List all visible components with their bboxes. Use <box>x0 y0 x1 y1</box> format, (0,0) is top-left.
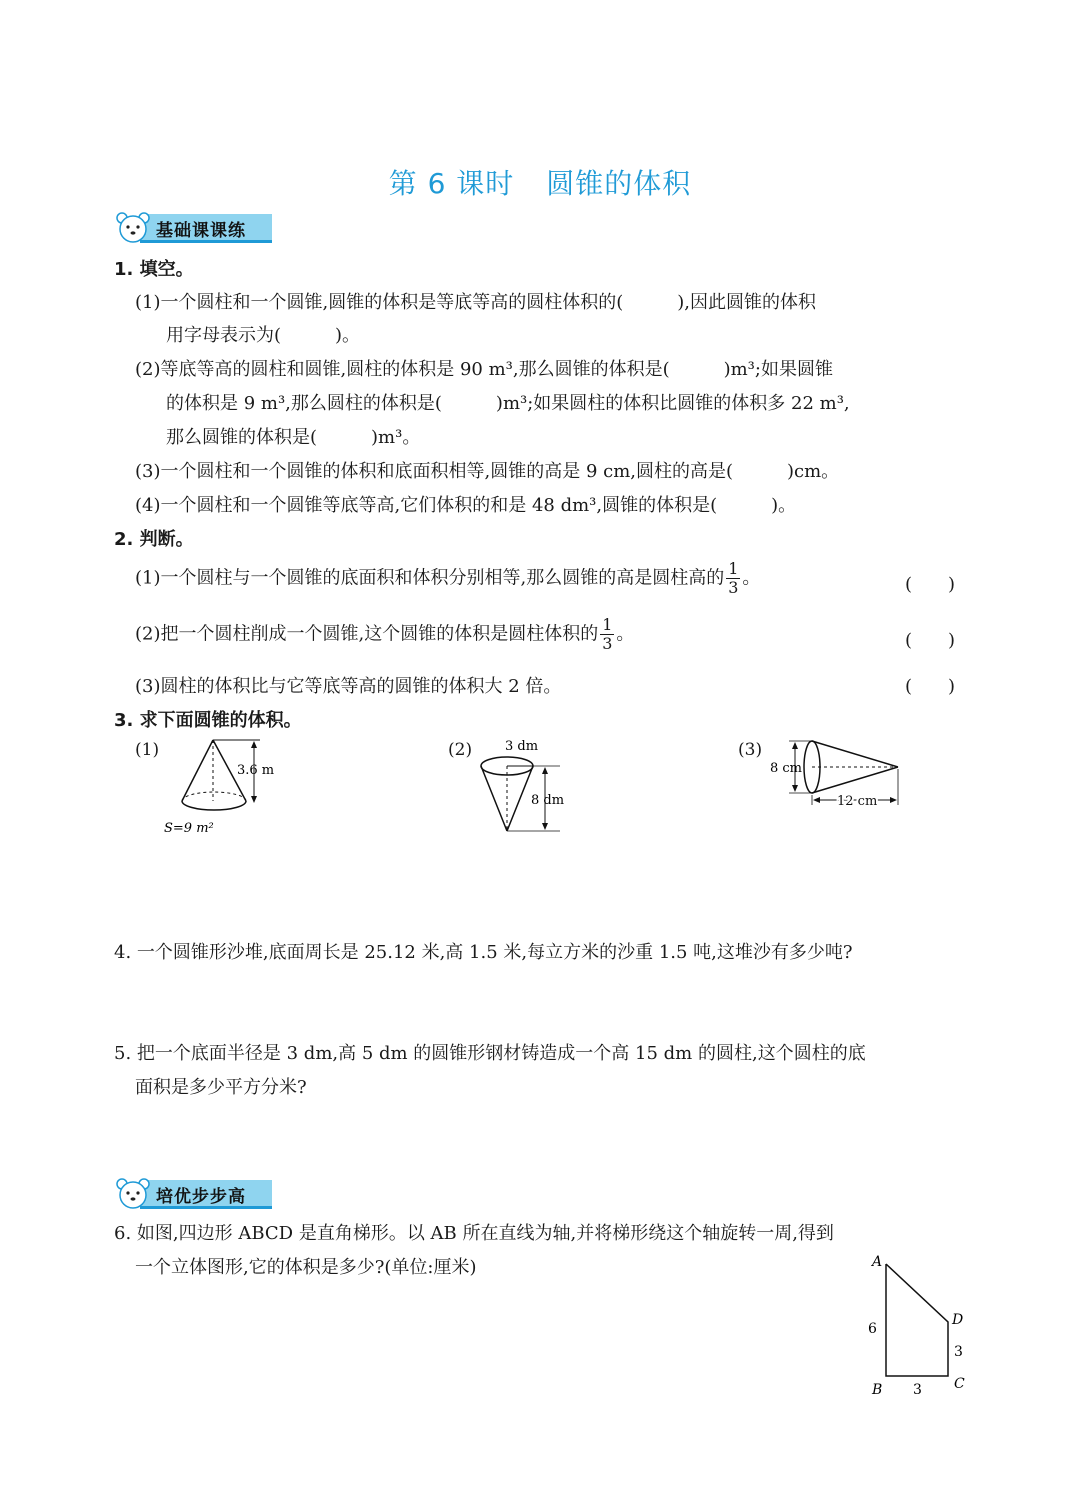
page-title: 第 6 课时 圆锥的体积 <box>388 167 692 200</box>
svg-text:3.6 m: 3.6 m <box>237 763 275 778</box>
q1-line-1: (1)一个圆柱和一个圆锥,圆锥的体积是等底等高的圆柱体积的( ),因此圆锥的体积 <box>135 292 816 313</box>
svg-text:S=9 m²: S=9 m² <box>164 821 214 836</box>
q2-answer-paren-2[interactable]: ( ) <box>905 630 956 651</box>
figure-3-label: (3) <box>738 740 763 760</box>
q1-line-2: 用字母表示为( )。 <box>166 325 361 346</box>
q1-line-6: (3)一个圆柱和一个圆锥的体积和底面积相等,圆锥的高是 9 cm,圆柱的高是( )cm。 <box>135 461 840 482</box>
section-badge-basic: 基础课课练 <box>114 210 274 244</box>
q1-line-3: (2)等底等高的圆柱和圆锥,圆柱的体积是 90 m³,那么圆锥的体积是( )m³;如果圆锥 <box>135 359 833 380</box>
figure-2-label: (2) <box>448 740 473 760</box>
section-badge-advanced: 培优步步高 <box>114 1176 274 1210</box>
svg-text:A: A <box>872 1254 883 1270</box>
question-6-line-2: 一个立体图形,它的体积是多少?(单位:厘米) <box>135 1257 477 1278</box>
question-2-heading: 2. 判断。 <box>114 529 194 550</box>
svg-text:D: D <box>952 1312 964 1328</box>
q1-line-5: 那么圆锥的体积是( )m³。 <box>166 427 421 448</box>
question-5-line-2: 面积是多少平方分米? <box>135 1077 307 1098</box>
trapezoid-figure <box>860 1250 980 1400</box>
question-1-heading: 1. 填空。 <box>114 259 194 280</box>
bear-icon <box>114 210 154 244</box>
q2-answer-paren-3[interactable]: ( ) <box>905 676 956 697</box>
fraction-one-third: $\frac{1}{3}$ <box>728 559 739 597</box>
svg-text:C: C <box>954 1376 965 1392</box>
svg-text:3: 3 <box>954 1344 963 1360</box>
bear-icon <box>114 1176 154 1210</box>
q2-answer-paren-1[interactable]: ( ) <box>905 574 956 595</box>
question-4: 4. 一个圆锥形沙堆,底面周长是 25.12 米,高 1.5 米,每立方米的沙重 1.5 吨,这堆沙有多少吨? <box>114 942 853 963</box>
svg-text:8 cm: 8 cm <box>770 761 803 776</box>
q2-line-1: (1)一个圆柱与一个圆锥的底面积和体积分别相等,那么圆锥的高是圆柱高的 $\frac{1}{3}$ 。 <box>135 559 761 597</box>
q2-line-2: (2)把一个圆柱削成一个圆锥,这个圆锥的体积是圆柱体积的 $\frac{1}{3}$ 。 <box>135 615 635 653</box>
figure-1-label: (1) <box>135 740 160 760</box>
question-6-line-1: 6. 如图,四边形 ABCD 是直角梯形。以 AB 所在直线为轴,并将梯形绕这个轴旋转一周,得到 <box>114 1223 834 1244</box>
cone-figure-1 <box>160 735 300 845</box>
q2-line-3: (3)圆柱的体积比与它等底等高的圆锥的体积大 2 倍。 <box>135 676 562 697</box>
cone-figure-2 <box>475 735 585 840</box>
svg-text:3: 3 <box>913 1382 922 1398</box>
question-3-heading: 3. 求下面圆锥的体积。 <box>114 710 302 731</box>
svg-text:6: 6 <box>868 1321 877 1337</box>
svg-text:12 cm: 12 cm <box>837 794 878 809</box>
question-5-line-1: 5. 把一个底面半径是 3 dm,高 5 dm 的圆锥形钢材铸造成一个高 15 dm 的圆柱,这个圆柱的底 <box>114 1043 866 1064</box>
svg-text:8 dm: 8 dm <box>531 793 565 808</box>
fraction-one-third: $\frac{1}{3}$ <box>602 615 613 653</box>
svg-text:3 dm: 3 dm <box>505 739 539 754</box>
svg-text:B: B <box>872 1382 883 1398</box>
cone-figure-3 <box>765 735 915 815</box>
q1-line-7: (4)一个圆柱和一个圆锥等底等高,它们体积的和是 48 dm³,圆锥的体积是( )。 <box>135 495 797 516</box>
q1-line-4: 的体积是 9 m³,那么圆柱的体积是( )m³;如果圆柱的体积比圆锥的体积多 22 m³, <box>166 393 850 414</box>
